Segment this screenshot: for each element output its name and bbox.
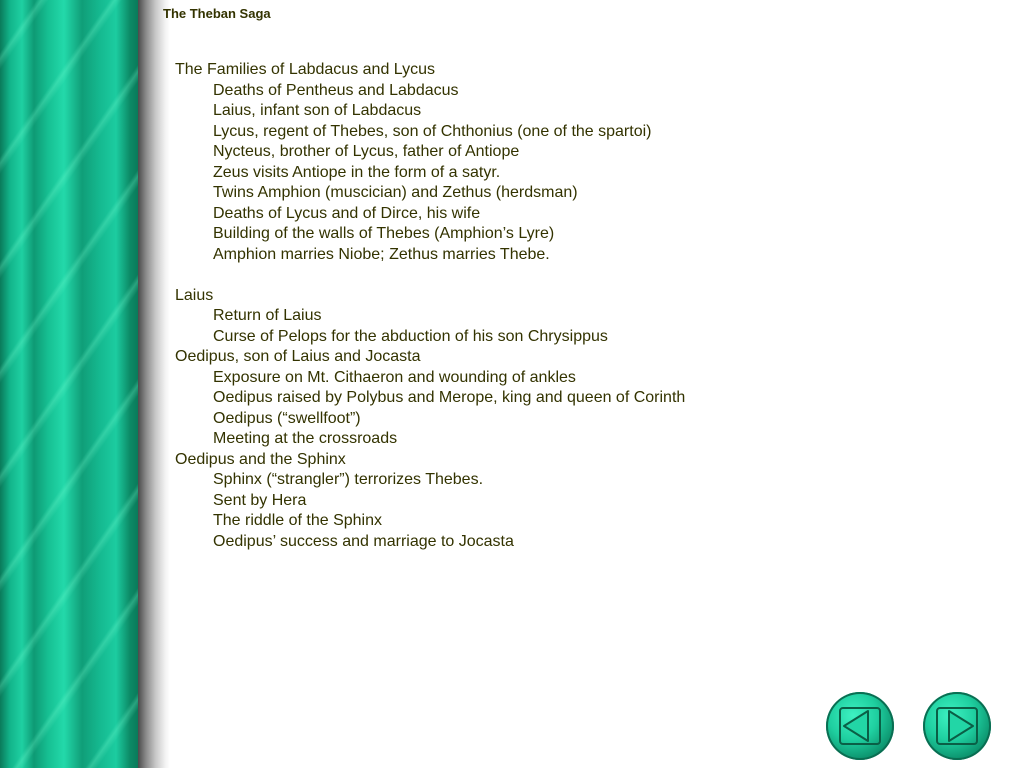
outline-item: Oedipus’ success and marriage to Jocasta — [213, 532, 514, 550]
outline-item: Amphion marries Niobe; Zethus marries Thebe. — [213, 245, 550, 263]
previous-slide-button[interactable] — [826, 692, 894, 760]
outline-item: The riddle of the Sphinx — [213, 512, 382, 529]
outline-item: Nycteus, brother of Lycus, father of Antiope — [213, 143, 520, 160]
slide-title: The Theban Saga — [163, 6, 271, 21]
outline-item: Laius, infant son of Labdacus — [213, 102, 422, 119]
outline-item: Deaths of Lycus and of Dirce, his wife — [213, 204, 481, 222]
outline-heading: Oedipus and the Sphinx — [175, 450, 346, 468]
outline-heading: Laius — [175, 286, 214, 304]
outline — [175, 60, 935, 552]
outline-item: Building of the walls of Thebes (Amphion’s Lyre) — [213, 225, 555, 242]
outline-item: Exposure on Mt. Cithaeron and wounding of ankles — [213, 368, 576, 386]
outline-item: Return of Laius — [213, 307, 322, 324]
outline-item: Sent by Hera — [213, 491, 307, 509]
outline-item: Twins Amphion (muscician) and Zethus (herdsman) — [213, 184, 578, 201]
decorative-side-bar — [0, 0, 138, 768]
outline-item: Curse of Pelops for the abduction of his son Chrysippus — [213, 327, 608, 345]
outline-item: Lycus, regent of Thebes, son of Chthonius (one of the spartoi) — [213, 122, 652, 140]
outline-item: Zeus visits Antiope in the form of a satyr. — [213, 163, 501, 181]
arrow-right-icon — [923, 692, 991, 760]
side-bar-shadow — [138, 0, 170, 768]
arrow-left-icon — [826, 692, 894, 760]
outline-item: Meeting at the crossroads — [213, 430, 398, 447]
next-slide-button[interactable] — [923, 692, 991, 760]
outline-item: Oedipus (“swellfoot”) — [213, 409, 361, 427]
outline-item: Sphinx (“strangler”) terrorizes Thebes. — [213, 471, 484, 488]
outline-item: Oedipus raised by Polybus and Merope, king and queen of Corinth — [213, 389, 686, 406]
outline-item: Deaths of Pentheus and Labdacus — [213, 81, 459, 99]
outline-heading: Oedipus, son of Laius and Jocasta — [175, 348, 421, 365]
outline-heading: The Families of Labdacus and Lycus — [175, 61, 435, 78]
section-spacer — [175, 265, 935, 286]
